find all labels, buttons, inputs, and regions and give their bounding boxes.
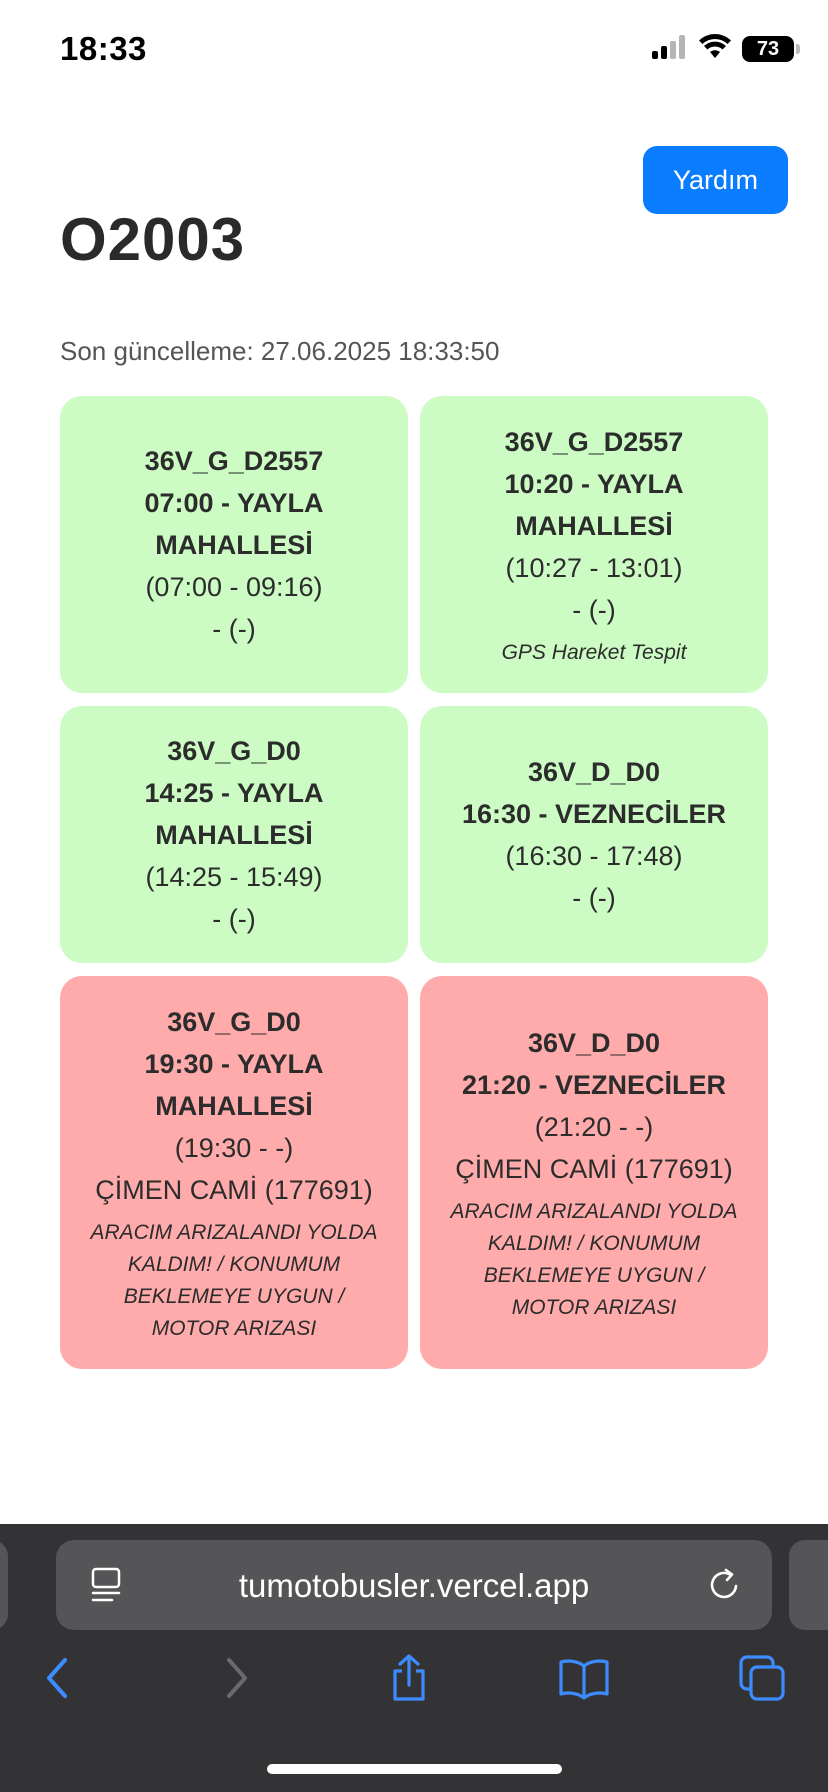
trip-times: (07:00 - 09:16) (145, 571, 323, 602)
trip-route: 10:20 - YAYLA MAHALLESİ (504, 468, 684, 541)
trip-code: 36V_G_D0 (167, 735, 301, 766)
trip-card (420, 976, 768, 1369)
trip-card (60, 706, 408, 963)
trip-code: 36V_G_D2557 (504, 426, 684, 457)
trip-times: (10:27 - 13:01) (505, 552, 683, 583)
page-title: O2003 (60, 206, 246, 273)
trip-times: (14:25 - 15:49) (145, 861, 323, 892)
trip-stop: ÇİMEN CAMİ (177691) (455, 1153, 733, 1184)
tabs-button[interactable] (734, 1652, 790, 1708)
trip-route: 14:25 - YAYLA MAHALLESİ (144, 777, 324, 850)
next-tab-peek[interactable] (789, 1540, 828, 1630)
signal-icon (652, 35, 688, 64)
trip-route: 07:00 - YAYLA MAHALLESİ (144, 487, 324, 560)
battery-icon (742, 36, 794, 62)
trip-route: 16:30 - VEZNECİLER (461, 798, 727, 829)
last-update-text: Son güncelleme: 27.06.2025 18:33:50 (60, 336, 500, 366)
trip-stop: - (-) (572, 882, 616, 913)
back-button[interactable] (30, 1652, 86, 1708)
wifi-icon (698, 34, 732, 65)
trip-code: 36V_D_D0 (527, 1027, 661, 1058)
trip-card (420, 706, 768, 963)
status-icons (652, 34, 794, 64)
bookmarks-icon (558, 1656, 610, 1705)
trip-code: 36V_D_D0 (527, 756, 661, 787)
battery-level: 73 (756, 37, 780, 60)
share-button[interactable] (381, 1652, 437, 1708)
help-button[interactable]: Yardım (643, 146, 788, 214)
trip-card (60, 396, 408, 693)
trip-stop: - (-) (572, 594, 616, 625)
trip-stop: ÇİMEN CAMİ (177691) (95, 1174, 373, 1205)
status-bar (0, 0, 828, 100)
trip-card (60, 976, 408, 1369)
status-time: 18:33 (60, 30, 147, 67)
trip-stop: - (-) (212, 903, 256, 934)
trip-note: GPS Hareket Tespit (501, 640, 687, 664)
trip-times: (19:30 - -) (174, 1132, 294, 1163)
share-icon (387, 1653, 431, 1708)
forward-button[interactable] (208, 1652, 264, 1708)
bookmarks-button[interactable] (556, 1652, 612, 1708)
trip-note: ARACIM ARIZALANDI YOLDA KALDIM! / KONUMUM BEKLEMEYE UYGUN / MOTOR ARIZASI (450, 1199, 738, 1319)
trip-stop: - (-) (212, 613, 256, 644)
reload-icon[interactable] (708, 1566, 742, 1607)
trip-route: 21:20 - VEZNECİLER (461, 1069, 727, 1100)
tabs-icon (738, 1654, 786, 1707)
trip-note: ARACIM ARIZALANDI YOLDA KALDIM! / KONUMUM BEKLEMEYE UYGUN / MOTOR ARIZASI (90, 1220, 378, 1340)
trip-times: (16:30 - 17:48) (505, 840, 683, 871)
trip-code: 36V_G_D2557 (144, 445, 324, 476)
home-indicator[interactable] (267, 1764, 562, 1774)
url-text: tumotobusler.vercel.app (238, 1567, 590, 1604)
trip-route: 19:30 - YAYLA MAHALLESİ (144, 1048, 324, 1121)
trip-card (420, 396, 768, 693)
forward-icon (221, 1656, 251, 1705)
trip-code: 36V_G_D0 (167, 1006, 301, 1037)
battery-cap (796, 44, 800, 54)
trip-times: (21:20 - -) (534, 1111, 654, 1142)
address-bar[interactable] (56, 1540, 772, 1630)
back-icon (43, 1656, 73, 1705)
previous-tab-peek[interactable] (0, 1540, 8, 1630)
